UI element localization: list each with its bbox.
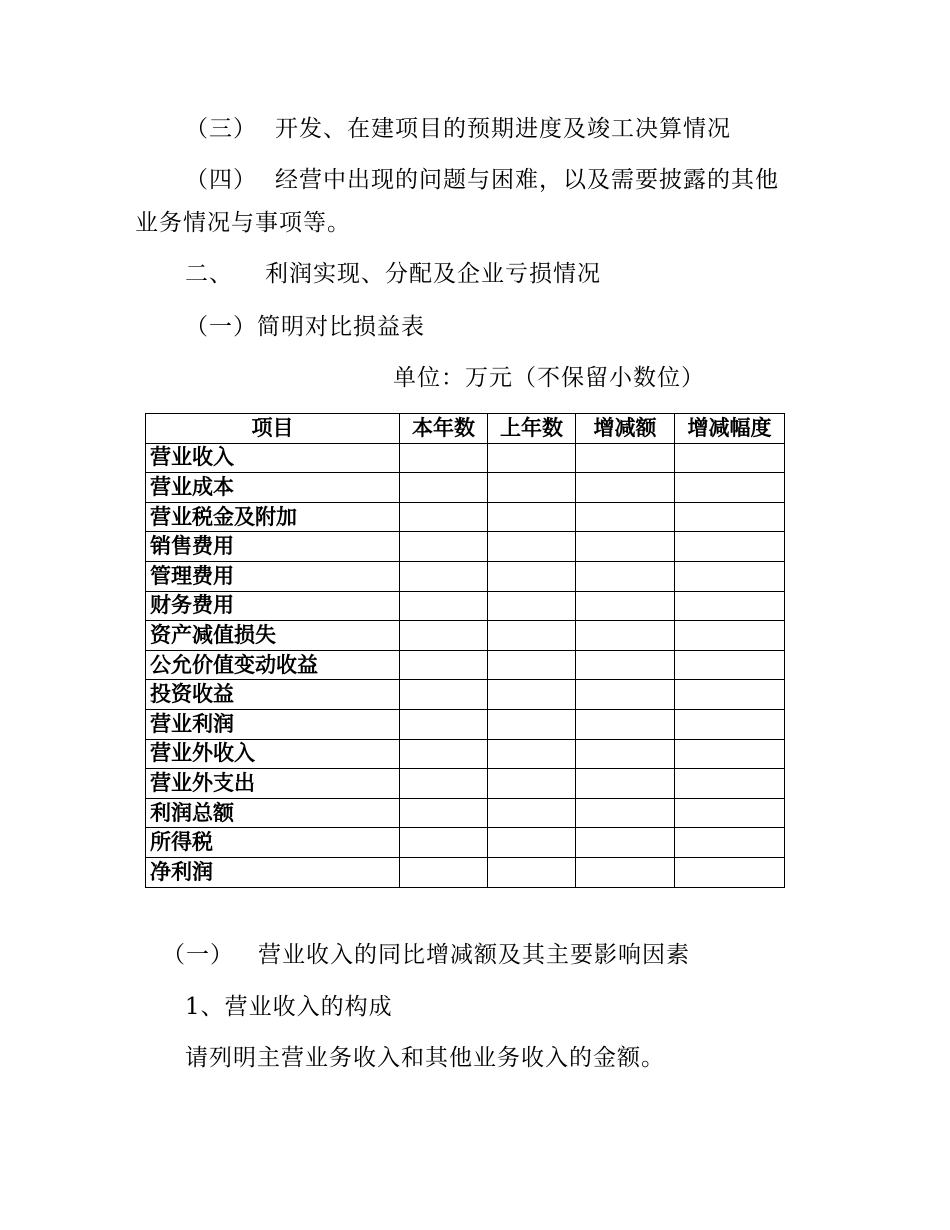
table-cell-empty: [675, 709, 785, 739]
table-cell-empty: [576, 473, 675, 503]
table-cell-empty: [576, 443, 675, 473]
table-row: [146, 857, 785, 887]
table-row: [146, 502, 785, 532]
para-section-4-number: （四）: [185, 167, 257, 193]
table-cell-empty: [400, 621, 488, 651]
item-revenue-description: [185, 1043, 665, 1073]
table-row: [146, 532, 785, 562]
table-cell-empty: [400, 443, 488, 473]
table-cell-empty: [488, 857, 576, 887]
table-row-item-label: 营业税金及附加: [146, 502, 400, 532]
table-row-item-label: 财务费用: [146, 591, 400, 621]
table-cell-empty: [675, 769, 785, 799]
table-cell-empty: [675, 443, 785, 473]
table-row: [146, 828, 785, 858]
table-row: [146, 561, 785, 591]
table-cell-empty: [488, 502, 576, 532]
table-cell-empty: [400, 650, 488, 680]
table-cell-empty: [576, 739, 675, 769]
table-header-cell: 本年数: [400, 414, 488, 444]
table-cell-empty: [576, 680, 675, 710]
table-row: [146, 680, 785, 710]
table-row: [146, 709, 785, 739]
table-cell-empty: [576, 857, 675, 887]
table-row-item-label: 营业成本: [146, 473, 400, 503]
table-cell-empty: [400, 561, 488, 591]
table-cell-empty: [576, 650, 675, 680]
para-section-4: [185, 165, 779, 195]
table-row-item-label: 所得税: [146, 828, 400, 858]
table-cell-empty: [488, 591, 576, 621]
table-cell-empty: [400, 828, 488, 858]
table-row-item-label: 管理费用: [146, 561, 400, 591]
section-2-heading: [185, 259, 601, 289]
table-row: [146, 591, 785, 621]
income-statement-table: [145, 413, 785, 888]
table-cell-empty: [488, 769, 576, 799]
table-row: [146, 621, 785, 651]
table-row: [146, 473, 785, 503]
table-row: [146, 443, 785, 473]
table-cell-empty: [400, 473, 488, 503]
para-section-3-text: 开发、在建项目的预期进度及竣工决算情况: [275, 116, 731, 142]
table-cell-empty: [576, 532, 675, 562]
table-cell-empty: [576, 502, 675, 532]
table-header-cell: 上年数: [488, 414, 576, 444]
table-cell-empty: [488, 561, 576, 591]
table-header-row: [146, 414, 785, 444]
table-header-cell: 增减额: [576, 414, 675, 444]
table-row-item-label: 营业外收入: [146, 739, 400, 769]
para-section-3: [185, 114, 731, 144]
revenue-composition-title: 1、营业收入的构成: [185, 994, 393, 1020]
table-cell-empty: [488, 739, 576, 769]
table-cell-empty: [488, 473, 576, 503]
income-statement-title: （一）简明对比损益表: [185, 314, 425, 340]
para-section-4-text-line1: 经营中出现的问题与困难，以及需要披露的其他: [275, 167, 779, 193]
table-row-item-label: 投资收益: [146, 680, 400, 710]
revenue-change-title: 营业收入的同比增减额及其主要影响因素: [258, 942, 690, 968]
table-cell-empty: [576, 828, 675, 858]
subsection-revenue-change: [162, 940, 690, 970]
table-body: [146, 443, 785, 887]
table-row: [146, 739, 785, 769]
table-header-cell: 项目: [146, 414, 400, 444]
table-row: [146, 798, 785, 828]
table-row-item-label: 利润总额: [146, 798, 400, 828]
table-cell-empty: [400, 709, 488, 739]
para-section-3-number: （三）: [185, 116, 257, 142]
table-cell-empty: [400, 502, 488, 532]
table-cell-empty: [400, 680, 488, 710]
table-cell-empty: [675, 502, 785, 532]
table-cell-empty: [400, 532, 488, 562]
table-cell-empty: [675, 621, 785, 651]
table-cell-empty: [576, 798, 675, 828]
table-row-item-label: 公允价值变动收益: [146, 650, 400, 680]
table-cell-empty: [576, 709, 675, 739]
table-header-cell: 增减幅度: [675, 414, 785, 444]
table-cell-empty: [675, 650, 785, 680]
table-cell-empty: [488, 621, 576, 651]
section-2-number: 二、: [185, 261, 233, 287]
table-cell-empty: [576, 561, 675, 591]
table-row-item-label: 销售费用: [146, 532, 400, 562]
table-cell-empty: [400, 857, 488, 887]
table-cell-empty: [488, 650, 576, 680]
section-2-title: 利润实现、分配及企业亏损情况: [265, 261, 601, 287]
table-cell-empty: [675, 739, 785, 769]
item-revenue-composition: [185, 992, 393, 1022]
table-cell-empty: [488, 443, 576, 473]
table-cell-empty: [675, 798, 785, 828]
table-cell-empty: [488, 828, 576, 858]
table-cell-empty: [675, 857, 785, 887]
table-cell-empty: [488, 680, 576, 710]
revenue-composition-description: 请列明主营业务收入和其他业务收入的金额。: [185, 1045, 665, 1071]
table-cell-empty: [576, 591, 675, 621]
table-row: [146, 769, 785, 799]
table-row-item-label: 营业收入: [146, 443, 400, 473]
table-cell-empty: [400, 798, 488, 828]
table-cell-empty: [675, 591, 785, 621]
table-cell-empty: [675, 532, 785, 562]
table-cell-empty: [488, 532, 576, 562]
table-cell-empty: [400, 769, 488, 799]
table-row-item-label: 净利润: [146, 857, 400, 887]
table-cell-empty: [675, 561, 785, 591]
table-row-item-label: 营业利润: [146, 709, 400, 739]
table-row-item-label: 营业外支出: [146, 769, 400, 799]
subsection-income-statement-title: [185, 312, 425, 342]
table-cell-empty: [576, 621, 675, 651]
table-cell-empty: [675, 473, 785, 503]
table-cell-empty: [488, 798, 576, 828]
unit-note-text: 单位：万元（不保留小数位）: [393, 365, 705, 391]
table-cell-empty: [488, 709, 576, 739]
table-cell-empty: [675, 680, 785, 710]
table-cell-empty: [576, 769, 675, 799]
unit-note: [393, 363, 705, 393]
table-cell-empty: [400, 591, 488, 621]
table-row: [146, 650, 785, 680]
table-row-item-label: 资产减值损失: [146, 621, 400, 651]
para-section-4-line2: [135, 208, 351, 238]
table-cell-empty: [400, 739, 488, 769]
table-cell-empty: [675, 828, 785, 858]
revenue-change-number: （一）: [162, 942, 234, 968]
para-section-4-text-line2: 业务情况与事项等。: [135, 210, 351, 236]
